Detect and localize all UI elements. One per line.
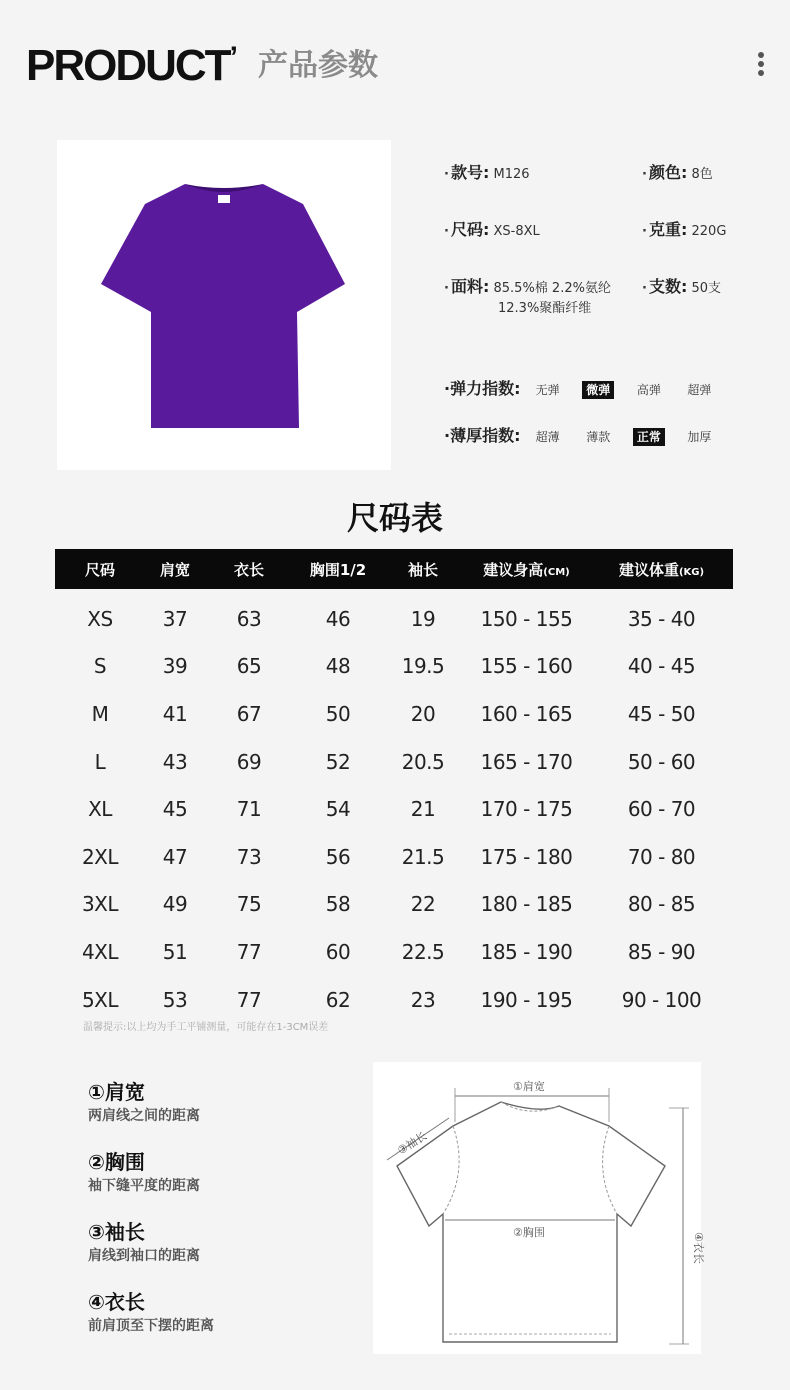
table-cell: 40 - 45: [627, 654, 696, 679]
table-cell: 20: [410, 701, 436, 726]
table-cell: 52: [325, 749, 351, 774]
table-cell: 21.5: [401, 844, 445, 869]
table-cell: 170 - 175: [480, 797, 573, 822]
measure-title: ②胸围: [88, 1150, 145, 1174]
table-cell: 69: [236, 749, 262, 774]
table-cell: 37: [162, 606, 188, 631]
table-cell: 43: [162, 749, 188, 774]
table-cell: 46: [325, 606, 351, 631]
table-row: [55, 833, 733, 881]
table-row: [55, 643, 733, 691]
elasticity-option: 无弹: [535, 383, 560, 397]
col-header-weight: 建议体重(KG): [590, 549, 733, 589]
table-row: [55, 976, 733, 1024]
table-cell: 165 - 170: [480, 749, 573, 774]
table-cell: 75: [236, 892, 262, 917]
table-cell: 22: [410, 892, 436, 917]
table-cell: 71: [236, 797, 262, 822]
spec-size: · 尺码: XS-8XL: [444, 220, 540, 239]
more-vertical-icon[interactable]: [756, 52, 766, 78]
table-cell: 56: [325, 844, 351, 869]
size-table: [55, 549, 733, 1023]
table-cell: 63: [236, 606, 262, 631]
diagram-sleeve-label: ③袖长: [395, 1129, 430, 1158]
table-cell: XL: [88, 797, 112, 822]
tshirt-icon: [57, 140, 391, 470]
table-cell: 35 - 40: [627, 606, 696, 631]
table-cell: 80 - 85: [627, 892, 696, 917]
elasticity-option: 超弹: [687, 383, 712, 397]
table-cell: 77: [236, 939, 262, 964]
table-cell: 51: [162, 939, 188, 964]
measure-desc: 前肩顶至下摆的距离: [88, 1318, 214, 1334]
measure-title: ①肩宽: [88, 1080, 145, 1104]
table-cell: 60 - 70: [627, 797, 696, 822]
table-cell: 45 - 50: [627, 701, 696, 726]
spec-color: · 颜色: 8色: [642, 163, 713, 182]
thickness-option-selected: 正常: [633, 428, 665, 446]
measurement-diagram: [373, 1062, 705, 1354]
measure-chest: [88, 1148, 200, 1196]
table-cell: 19.5: [401, 654, 445, 679]
table-cell: 22.5: [401, 939, 445, 964]
table-row: [55, 928, 733, 976]
table-cell: 60: [325, 939, 351, 964]
page-header: [26, 38, 766, 94]
table-cell: 53: [162, 987, 188, 1012]
table-cell: 2XL: [81, 844, 119, 869]
col-header-sleeve: 袖长: [383, 549, 463, 589]
table-cell: 73: [236, 844, 262, 869]
col-header-length: 衣长: [205, 549, 293, 589]
product-image: [57, 140, 391, 470]
measure-title: ④衣长: [88, 1290, 145, 1314]
table-cell: 19: [410, 606, 436, 631]
table-cell: 50 - 60: [627, 749, 696, 774]
size-chart-title: 尺码表: [346, 499, 443, 537]
table-cell: 175 - 180: [480, 844, 573, 869]
table-cell: XS: [87, 606, 113, 631]
table-cell: 65: [236, 654, 262, 679]
table-cell: 49: [162, 892, 188, 917]
spec-weight: · 克重: 220G: [642, 220, 727, 239]
table-cell: 160 - 165: [480, 701, 573, 726]
table-cell: S: [93, 654, 107, 679]
col-header-height: 建议身高(CM): [463, 549, 590, 589]
table-cell: 23: [410, 987, 436, 1012]
table-cell: 85 - 90: [627, 939, 696, 964]
measure-shoulder: [88, 1078, 200, 1126]
table-cell: 155 - 160: [480, 654, 573, 679]
table-cell: 180 - 185: [480, 892, 573, 917]
table-cell: M: [91, 701, 109, 726]
table-row: [55, 881, 733, 929]
diagram-shoulder-label: ①肩宽: [513, 1080, 545, 1093]
elasticity-option-selected: 微弹: [582, 381, 614, 399]
measure-sleeve: [88, 1218, 200, 1266]
table-cell: 5XL: [81, 987, 119, 1012]
table-cell: 48: [325, 654, 351, 679]
table-cell: 70 - 80: [627, 844, 696, 869]
elasticity-scale: ·弹力指数: 无弹 微弹 高弹 超弹: [444, 378, 728, 400]
brand-title: PRODUCT’: [26, 41, 236, 90]
table-cell: 62: [325, 987, 351, 1012]
table-row: [55, 690, 733, 738]
table-cell: 77: [236, 987, 262, 1012]
table-cell: 3XL: [81, 892, 119, 917]
table-cell: 67: [236, 701, 262, 726]
size-table-header: [55, 549, 733, 589]
table-cell: 20.5: [401, 749, 445, 774]
spec-fabric: · 面料: 85.5%棉 2.2%氨纶 12.3%聚酯纤维: [444, 277, 611, 316]
tshirt-measurement-diagram-icon: [373, 1062, 705, 1354]
measurement-note: 温馨提示:以上均为手工平铺测量，可能存在1-3CM误差: [83, 1022, 329, 1033]
spec-count: · 支数: 50支: [642, 277, 722, 296]
table-cell: 45: [162, 797, 188, 822]
table-cell: 4XL: [81, 939, 119, 964]
table-cell: L: [94, 749, 106, 774]
table-cell: 47: [162, 844, 188, 869]
measure-desc: 两肩线之间的距离: [88, 1108, 200, 1124]
col-header-chest: 胸围1/2: [293, 549, 383, 589]
elasticity-option: 高弹: [636, 383, 661, 397]
table-cell: 58: [325, 892, 351, 917]
thickness-option: 加厚: [687, 430, 712, 444]
measure-desc: 肩线到袖口的距离: [88, 1248, 200, 1264]
table-cell: 150 - 155: [480, 606, 573, 631]
diagram-chest-label: ②胸围: [513, 1226, 545, 1239]
brand-subtitle: 产品参数: [258, 48, 378, 83]
thickness-scale: ·薄厚指数: 超薄 薄款 正常 加厚: [444, 425, 728, 447]
table-cell: 54: [325, 797, 351, 822]
table-cell: 21: [410, 797, 436, 822]
table-row: [55, 738, 733, 786]
table-cell: 39: [162, 654, 188, 679]
measure-length: [88, 1288, 214, 1336]
col-header-size: 尺码: [55, 549, 145, 589]
col-header-shoulder: 肩宽: [145, 549, 205, 589]
table-cell: 185 - 190: [480, 939, 573, 964]
table-row: [55, 785, 733, 833]
measure-desc: 袖下缝平度的距离: [88, 1178, 200, 1194]
thickness-option: 薄款: [586, 430, 611, 444]
table-cell: 190 - 195: [480, 987, 573, 1012]
table-cell: 50: [325, 701, 351, 726]
measure-title: ③袖长: [88, 1220, 145, 1244]
table-cell: 90 - 100: [621, 987, 702, 1012]
table-cell: 41: [162, 701, 188, 726]
diagram-length-label: ④衣长: [692, 1232, 705, 1264]
table-row: [55, 589, 733, 643]
thickness-option: 超薄: [535, 430, 560, 444]
spec-model: · 款号: M126: [444, 163, 530, 182]
